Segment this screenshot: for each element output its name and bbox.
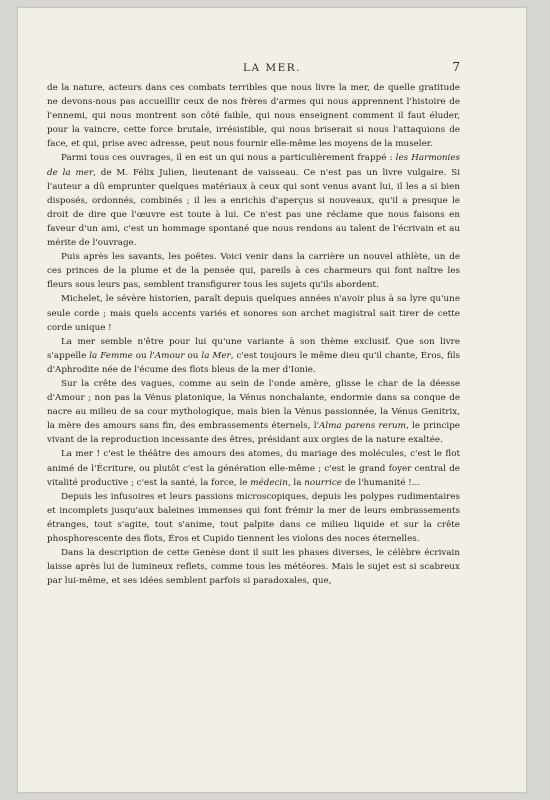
text-run: ou [132, 350, 150, 361]
text-run: Puis après les savants, les poëtes. Voici venir dans la carrière un nouvel athlète, un de ces princes de la plume et de la pensée qui, pareils à ces charmeurs qui font naître les fleurs sous leurs pas, semblent transfigurer tous les sujets qu'ils abordent. [47, 252, 460, 291]
text-run: Sur la crête des vagues, comme au sein de l'onde amère, glisse le char de la déesse d'Amour ; non pas la Vénus platonique, la Vénus nonchalante, endormie dans sa conque de nacre au milieu de sa cour mythologique, mais bien la Vénus passionnée, la Vénus Genitrix, la mère des amours sans fin, des embrassements éternels, l' [47, 378, 460, 432]
text-run: Parmi tous ces ouvrages, il en est un qui nous a particulièrement frappé : [61, 153, 396, 164]
text-run: La mer ! c'est le théâtre des amours des atomes, du mariage des molécules, c'est le flot animé de l'Écriture, ou plutôt c'est la génération elle-même ; c'est le grand foyer central de vitalité productive ; c'est la santé, la force, le [47, 449, 460, 488]
text-run: , de M. Félix Julien, lieutenant de vaisseau. Ce n'est pas un livre vulgaire. Si l'auteur a dû emprunter quelques matériaux à ceux qui sont venus avant lui, il les a si bien disposés, ordonnés, combinés ; il les a enrichis d'aperçus si nouveaux, qu'il a presque le droit de dire que l'œuvre est toute à lui. Ce n'est pas une réclame que nous faisons en faveur d'un ami, c'est un hommage spontané que nous rendons au talent de l'écrivain et au mérite de l'ouvrage. [47, 167, 460, 249]
italic-text: les Harmonies de la mer [47, 153, 460, 178]
italic-text: la Femme [89, 350, 133, 361]
paragraph [47, 447, 460, 489]
text-run: , la [287, 477, 305, 488]
paragraph [47, 292, 460, 334]
italic-text: nourrice [304, 477, 342, 488]
paragraph [47, 81, 460, 151]
paragraph [47, 151, 460, 250]
page-header [18, 62, 526, 78]
italic-text: Alma parens rerum [318, 421, 406, 432]
text-run: , c'est toujours le même dieu qu'il chante, Éros, fils d'Aphrodite née de l'écume des flots bleus de la mer d'Ionie. [47, 350, 460, 375]
text-run: ou [184, 350, 202, 361]
text-run: , le principe vivant de la reproduction incessante des êtres, présidant aux orgies de la nature exaltée. [47, 421, 460, 446]
italic-text: médecin [250, 477, 288, 488]
book-page [18, 8, 526, 792]
page-number: 7 [452, 60, 460, 74]
text-run: de la nature, acteurs dans ces combats terribles que nous livre la mer, de quelle gratitude ne devons-nous pas accueillir ceux de nos frères d'armes qui nous apprennent l'histoire de l'ennemi, qui nous montrent son côté faible, qui nous enseignent comment il faut éluder, pour la vaincre, cette force brutale, irrésistible, qui nous briserait si nous l'attaquions de face, et qui, prise avec adresse, peut nous fournir elle-même les moyens de la museler. [47, 83, 460, 150]
italic-text: l'Amour [149, 350, 185, 361]
paragraph [47, 377, 460, 447]
text-run: de l'humanité !... [342, 477, 421, 488]
text-run: Michelet, le sévère historien, paraît depuis quelques années n'avoir plus à sa lyre qu'une seule corde ; mais quels accents variés et sonores son archet magistral sait tirer de cette corde unique ! [47, 294, 460, 333]
paragraph [47, 546, 460, 588]
paragraph [47, 335, 460, 377]
text-run: Dans la description de cette Genèse dont il suit les phases diverses, le célèbre écrivain laisse après lui de lumineux reflets, comme tous les météores. Mais le sujet est si scabreux par lui-même, et ses idées semblent parfois si paradoxales, que, [47, 548, 460, 587]
italic-text: la Mer [201, 350, 231, 361]
body-text [47, 81, 460, 588]
running-title: LA MER. [242, 62, 302, 74]
text-run: Depuis les infusoires et leurs passions microscopiques, depuis les polypes rudimentaires et incomplets jusqu'aux baleines immenses qui font frémir la mer de leurs embrassements étranges, tout s'agite, tout s'anime, tout palpite dans ce milieu liquide et sur la crête phosphorescente des flots, Éros et Cupido tiennent les violons des noces éternelles. [47, 491, 460, 544]
text-run: La mer semble n'être pour lui qu'une variante à son thème exclusif. Que son livre s'appelle [47, 336, 460, 361]
paragraph [47, 490, 460, 546]
paragraph [47, 250, 460, 292]
